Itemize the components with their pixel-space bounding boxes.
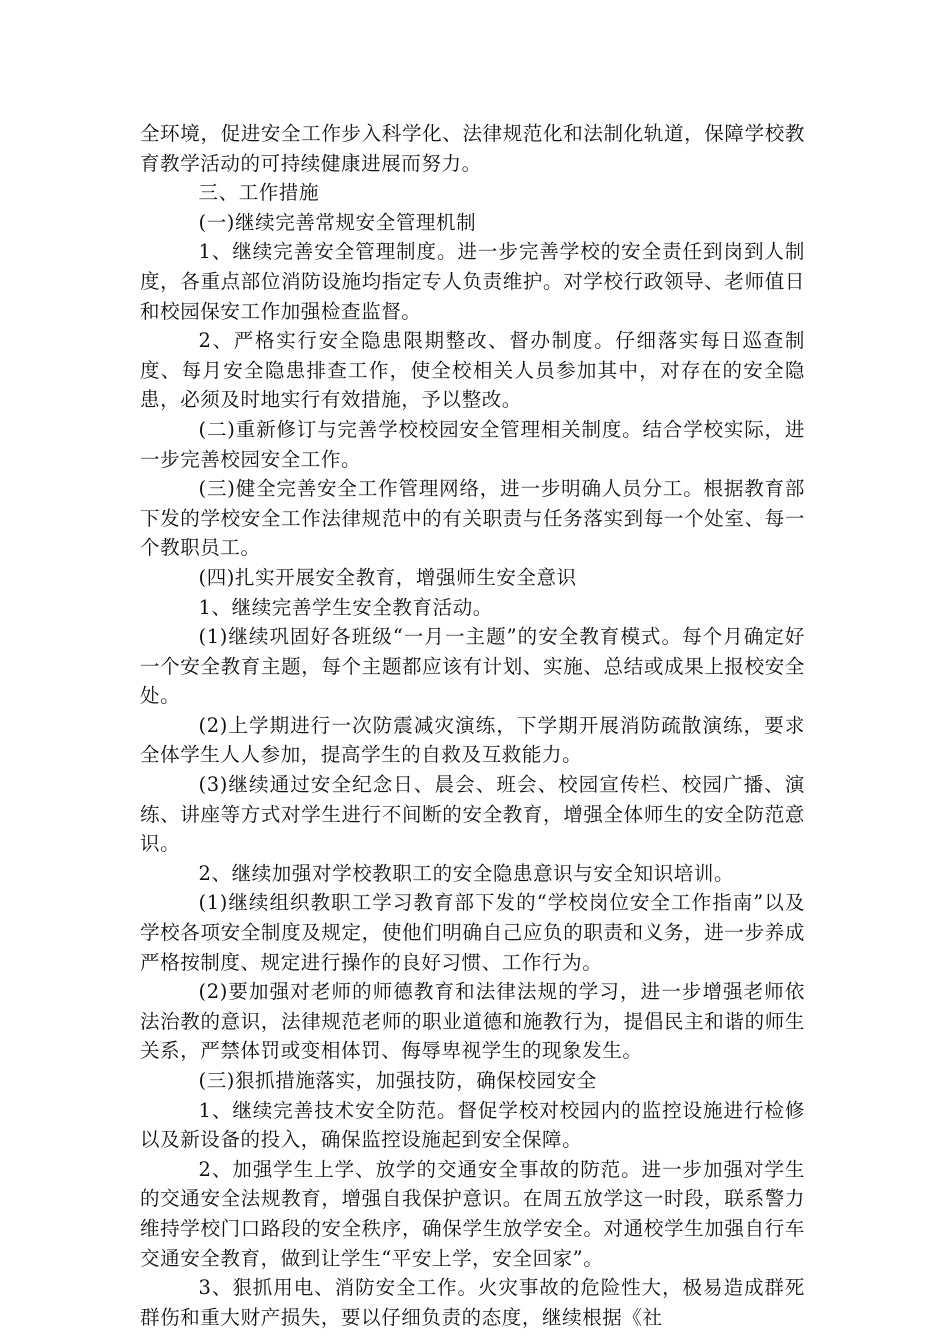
paragraph: (2)上学期进行一次防震减灾演练，下学期开展消防疏散演练，要求全体学生人人参加，提高学生的自救及互救能力。 bbox=[140, 713, 805, 767]
paragraph: 2、继续加强对学校教职工的安全隐患意识与安全知识培训。 bbox=[198, 861, 735, 885]
section-heading-measures: 三、工作措施 bbox=[198, 181, 320, 205]
paragraph: 1、继续完善技术安全防范。督促学校对校园内的监控设施进行检修以及新设备的投入，确保监控设施起到安全保障。 bbox=[140, 1098, 805, 1152]
paragraph: (3)继续通过安全纪念日、晨会、班会、校园宣传栏、校园广播、演练、讲座等方式对学生进行不间断的安全教育，增强全体师生的安全防范意识。 bbox=[140, 773, 805, 856]
paragraph: (2)要加强对老师的师德教育和法律法规的学习，进一步增强老师依法治教的意识，法律规范老师的职业道德和施教行为，提倡民主和谐的师生关系，严禁体罚或变相体罚、侮辱卑视学生的现象发生。 bbox=[140, 980, 805, 1063]
paragraph: (1)继续巩固好各班级“一月一主题”的安全教育模式。每个月确定好一个安全教育主题，每个主题都应该有计划、实施、总结或成果上报校安全处。 bbox=[140, 625, 805, 708]
paragraph-continuation: 全环境，促进安全工作步入科学化、法律规范化和法制化轨道，保障学校教育教学活动的可持续健康进展而努力。 bbox=[140, 122, 805, 175]
paragraph: (1)继续组织教职工学习教育部下发的“学校岗位安全工作指南”以及学校各项安全制度及规定，使他们明确自己应负的职责和义务，进一步养成严格按制度、规定进行操作的良好习惯、工作行为。 bbox=[140, 891, 805, 974]
subsection-heading: (一)继续完善常规安全管理机制 bbox=[198, 210, 477, 234]
subsection-heading: (三)狠抓措施落实，加强技防，确保校园安全 bbox=[198, 1069, 597, 1092]
paragraph: (三)健全完善安全工作管理网络，进一步明确人员分工。根据教育部下发的学校安全工作法律规范中的有关职责与任务落实到每一个处室、每一个教职员工。 bbox=[140, 477, 805, 560]
paragraph: 1、继续完善学生安全教育活动。 bbox=[198, 595, 493, 619]
paragraph: 3、狠抓用电、消防安全工作。火灾事故的危险性大，极易造成群死群伤和重大财产损失，要以仔细负责的态度，继续根据《社 bbox=[140, 1276, 805, 1329]
paragraph: (二)重新修订与完善学校校园安全管理相关制度。结合学校实际，进一步完善校园安全工作。 bbox=[140, 417, 805, 471]
document-body bbox=[140, 119, 805, 1332]
paragraph: 2、严格实行安全隐患限期整改、督办制度。仔细落实每日巡查制度、每月安全隐患排查工作，使全校相关人员参加其中，对存在的安全隐患，必须及时地实行有效措施，予以整改。 bbox=[140, 329, 805, 412]
subsection-heading: (四)扎实开展安全教育，增强师生安全意识 bbox=[198, 565, 577, 589]
paragraph: 1、继续完善安全管理制度。进一步完善学校的安全责任到岗到人制度，各重点部位消防设施均指定专人负责维护。对学校行政领导、老师值日和校园保安工作加强检查监督。 bbox=[140, 240, 805, 323]
paragraph: 2、加强学生上学、放学的交通安全事故的防范。进一步加强对学生的交通安全法规教育，增强自我保护意识。在周五放学这一时段，联系警力维持学校门口路段的安全秩序，确保学生放学安全。对通校学生加强自行车交通安全教育，做到让学生“平安上学，安全回家”。 bbox=[140, 1157, 805, 1270]
